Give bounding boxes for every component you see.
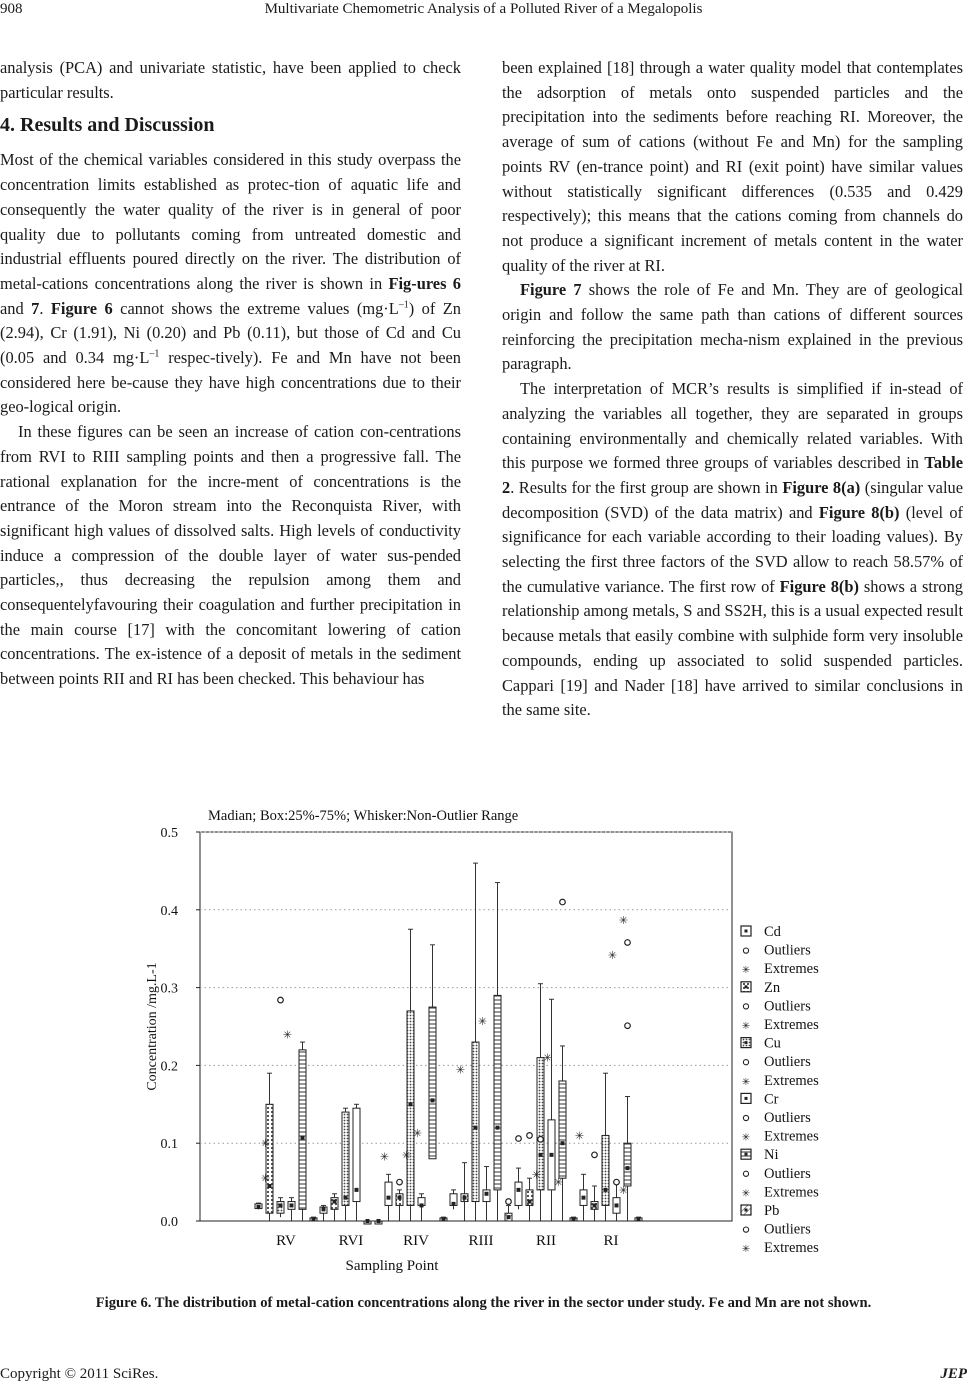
page-header	[0, 0, 967, 24]
text-run: (singular value decomposition (SVD) of the data matrix) and	[502, 477, 963, 522]
legend-marker-outlier	[743, 948, 748, 953]
running-title: Multivariate Chemometric Analysis of a Polluted River of a Megalopolis	[264, 1, 703, 17]
box-RI-Ni-box	[624, 1143, 631, 1186]
box-RV-Cr-extreme: ✳	[282, 1028, 293, 1042]
y-axis-title: Concentration /mg.L-1	[145, 962, 160, 1091]
journal-abbreviation: JEP	[940, 1366, 967, 1382]
box-RVI-Zn-median	[333, 1200, 337, 1204]
box-RV-Cr-median	[290, 1203, 294, 1207]
legend-marker-median-Ni	[745, 1153, 748, 1156]
box-RV-Ni-median	[301, 1136, 305, 1140]
text-run: shows a strong relationship among metals, S and SS2H, this is a usual expected result because metals that easily combine with sulphide form very insoluble compounds, ending up associated to solid suspended particles. Cappari [19] and Nader [18] have arrived to similar conclusions in the same site.	[502, 576, 963, 720]
box-RIV-Ni-median	[431, 1098, 435, 1102]
box-RI-Ni-outlier	[625, 1023, 631, 1029]
figure-reference[interactable]: Figure 7	[520, 280, 582, 300]
box-RII-Zn-median	[528, 1200, 532, 1204]
box-RI-Zn-outlier	[592, 1152, 598, 1158]
y-tick-label: 0.5	[160, 826, 178, 841]
legend-marker-median-Cu	[745, 1041, 748, 1044]
box-RIII-Zn-extreme: ✳	[455, 1063, 466, 1077]
box-RII-Ni-median	[561, 1141, 565, 1145]
legend-label: Extremes	[764, 1128, 819, 1145]
figure-reference[interactable]: 7	[31, 298, 40, 318]
box-RII-Ni-box	[559, 1081, 566, 1178]
box-RII-Cu-outlier	[538, 1137, 544, 1143]
box-RI-Cr-extreme: ✳	[607, 948, 618, 962]
legend-label: Outliers	[764, 1110, 811, 1126]
box-RII-Cd-median	[517, 1188, 521, 1192]
box-RVI-Cr-median	[355, 1188, 359, 1192]
text-run: The interpretation of MCR’s results is simplified if in-stead of analyzing the variables all together, they are separated in groups containing environmentally and chemically related variables. With this purpose we formed three groups of variables described in	[502, 379, 963, 473]
box-RV-Ni-box	[299, 1050, 306, 1209]
legend-marker-extreme: ✳	[741, 1188, 751, 1200]
y-tick-label: 0.2	[160, 1059, 178, 1075]
box-RII-Cr-median	[550, 1153, 554, 1157]
box-RIV-Cd-box	[385, 1182, 392, 1205]
chart-background	[142, 798, 834, 1284]
x-tick-label: RII	[536, 1233, 556, 1249]
legend-label: Outliers	[764, 1221, 811, 1238]
box-RI-Ni-extreme: ✳	[618, 913, 629, 927]
section-heading: 4. Results and Discussion	[0, 114, 215, 137]
box-RV-Zn-box	[266, 1104, 273, 1213]
y-tick-label: 0.3	[160, 981, 178, 997]
box-RI-Ni-median	[626, 1166, 630, 1170]
box-RI-Ni-outlier	[625, 940, 631, 946]
box-RI-Ni-extreme: ✳	[618, 1183, 629, 1197]
legend-label: Ni	[764, 1147, 779, 1164]
text-run: (level of significance for each variable according to their loading values). By selecting the first three factors of the SVD allow to reach 58.57% of the cumulative variance. The first row of	[502, 502, 963, 596]
box-RIII-Cu-median	[474, 1126, 478, 1130]
box-RII-Pb-median	[572, 1217, 576, 1221]
box-RVI-Cu-box	[342, 1112, 349, 1205]
figure-caption: Figure 6. The distribution of metal-cation concentrations along the river in the sector under study. Fe and Mn are not shown.	[95, 1295, 872, 1311]
paragraph-results-2: In these figures can be seen an increase of cation con-centrations from RVI to RIII sampling points and then a progressive fall. The rational explanation for the incre-ment of concentrations is the entrance of the Moron stream into the Reconquista River, with significant high values of dissolved salts. High levels of conductivity induce a compression of the double layer of water sus-pended particles,, thus decreasing the repulsion among them and consequentelyfavouring their coagulation and further precipitation in the main course [17] with the concomitant lowering of cation concentrations. The ex-istence of a deposit of metals in the sediment between points RII and RI has been checked. This behaviour has	[0, 422, 461, 689]
y-tick-label: 0.0	[160, 1215, 178, 1230]
legend-marker-outlier	[743, 1115, 748, 1120]
box-RIV-Cu-box	[407, 1011, 414, 1205]
legend-marker-extreme: ✳	[741, 1132, 751, 1144]
legend-marker-median-Cr	[745, 1097, 748, 1100]
legend-label: Outliers	[764, 1165, 811, 1182]
text-run: Most of the chemical variables considered in this study overpass the concentration limits established as protec-tion of aquatic life and consequently the water quality of the river is in general of poor quality due to pollutants coming from untreated domestic and industrial effluents poured directly on the river. The distribution of metal-cations concentrations along the river is shown in	[0, 150, 461, 293]
legend-label: Cd	[764, 924, 781, 940]
text-run: shows the role of Fe and Mn. They are of geological origin and follow the same path than cations of different sources reinforcing the precipitation mecha-nism explained in the previous paragraph.	[502, 280, 964, 374]
legend-label: Outliers	[764, 998, 811, 1015]
box-RI-Cu-box	[602, 1135, 609, 1205]
box-RVI-Cu-median	[344, 1196, 348, 1200]
legend-marker-extreme: ✳	[741, 1244, 751, 1256]
box-RII-Cd-outlier	[516, 1136, 522, 1142]
box-RIII-Cu-box	[472, 1042, 479, 1201]
chart-title: Madian; Box:25%-75%; Whisker:Non-Outlier Range	[208, 808, 519, 824]
boxplot-chart	[142, 798, 834, 1284]
box-RII-Ni-extreme: ✳	[553, 1176, 564, 1190]
legend-label: Extremes	[764, 1017, 819, 1033]
box-RV-Cu-median	[279, 1203, 283, 1207]
box-RIII-Ni-median	[496, 1126, 500, 1130]
box-RII-Cu-extreme: ✳	[531, 1168, 542, 1182]
legend-label: Outliers	[764, 1054, 811, 1071]
box-RI-Cd-extreme: ✳	[574, 1129, 585, 1143]
box-RV-Cu-outlier	[278, 997, 284, 1003]
x-tick-label: RI	[603, 1233, 619, 1249]
box-RII-Cr-extreme: ✳	[542, 1051, 553, 1065]
text-run: cannot shows the extreme values (mg·L	[112, 298, 399, 318]
x-tick-label: RVI	[338, 1233, 364, 1249]
right-column	[502, 56, 963, 723]
figure-reference[interactable]: Figure 6	[50, 298, 113, 318]
text-run: respec-tively). Fe and Mn have not been considered here be-cause they have high concentrations due to their geo-logical origin.	[0, 348, 461, 417]
box-RIII-Zn-median	[463, 1196, 467, 1200]
box-RII-Cd-box	[515, 1182, 522, 1205]
box-RI-Cr-median	[615, 1203, 619, 1207]
x-tick-label: RIV	[403, 1233, 429, 1249]
legend-marker-extreme: ✳	[741, 965, 751, 977]
table-reference[interactable]: Table 2	[502, 453, 963, 497]
legend-marker-median-Zn	[745, 985, 748, 988]
box-RI-Cu-median	[604, 1188, 608, 1192]
legend-marker-outlier	[743, 1227, 748, 1232]
legend-label: Zn	[764, 979, 781, 996]
legend-label: Outliers	[764, 942, 811, 959]
legend-marker-outlier	[743, 1171, 748, 1176]
page-number: 908	[0, 1, 23, 17]
box-RV-Cd-median	[257, 1205, 261, 1209]
x-tick-label: RV	[276, 1233, 296, 1249]
legend-marker-extreme: ✳	[741, 1076, 751, 1088]
paragraph-results-1	[0, 148, 461, 420]
y-tick-label: 0.1	[160, 1137, 178, 1153]
figure-reference[interactable]: Figure 8(b)	[779, 576, 859, 596]
box-RV-Zn-extreme: ✳	[260, 1172, 271, 1186]
y-tick-label: 0.4	[160, 903, 178, 919]
box-RIII-Pb-outlier	[506, 1199, 512, 1205]
copyright-notice: Copyright © 2011 SciRes.	[0, 1366, 159, 1382]
box-RII-Cu-median	[539, 1153, 543, 1157]
box-RIV-Cr-extreme: ✳	[412, 1127, 423, 1141]
legend-label: Extremes	[764, 1184, 819, 1201]
legend-label: Extremes	[764, 1072, 819, 1089]
box-RIV-Zn-outlier	[397, 1179, 403, 1185]
box-RIV-Pb-median	[442, 1217, 446, 1221]
box-RIV-Ni-box	[429, 1007, 436, 1159]
box-RVI-Cr-box	[353, 1108, 360, 1201]
legend-marker-extreme: ✳	[741, 1021, 751, 1032]
legend-marker-outlier	[743, 1004, 748, 1009]
box-RIII-Ni-box	[494, 995, 501, 1190]
legend-marker-median-Pb	[745, 1209, 748, 1212]
box-RIV-Zn-median	[398, 1196, 402, 1200]
legend-marker-median-Cd	[745, 930, 748, 933]
box-RI-Pb-median	[637, 1217, 641, 1221]
figure-6	[142, 798, 834, 1284]
superscript: –1	[398, 299, 409, 311]
legend-marker-outlier	[743, 1060, 748, 1065]
box-RIII-Cr-extreme: ✳	[477, 1015, 488, 1029]
box-RIII-Cr-median	[485, 1192, 489, 1196]
paragraph-continued: been explained [18] through a water quality model that contemplates the adsorption of metals onto suspended particles and the precipitation into the sediments before reaching RI. Moreover, the average of sum of cations (without Fe and Mn) for the sampling points RV (en-trance point) and RI (exit point) have similar values without statistically significant differences (0.535 and 0.429 respectively); this means that the cations coming from channels do not produce a significant increment of metals content in the water quality of the river at RI.	[502, 58, 963, 275]
paragraph-figure7	[502, 278, 963, 377]
left-column	[0, 56, 461, 692]
text-run: and	[0, 298, 32, 318]
box-RV-Zn-extreme: ✳	[260, 1137, 271, 1151]
figure-reference[interactable]: Fig-ures 6	[388, 273, 461, 293]
box-RVI-Pb-median	[377, 1219, 381, 1223]
box-RIII-Cd-median	[452, 1202, 456, 1206]
box-RII-Zn-outlier	[527, 1133, 533, 1139]
paragraph-continued: analysis (PCA) and univariate statistic, have been applied to check particular results.	[0, 58, 461, 102]
figure-reference[interactable]: Figure 8(a)	[782, 477, 861, 497]
box-RI-Zn-median	[593, 1203, 597, 1207]
box-RVI-Ni-median	[366, 1219, 370, 1223]
text-run: . Results for the first group are shown in	[510, 477, 783, 497]
box-RVI-Cd-median	[322, 1207, 326, 1211]
box-RIV-Cd-extreme: ✳	[379, 1150, 390, 1164]
legend-label: Extremes	[764, 1240, 819, 1257]
box-RI-Cd-median	[582, 1196, 586, 1200]
figure-reference[interactable]: Figure 8(b)	[818, 502, 900, 522]
box-RIV-Cd-median	[387, 1196, 391, 1200]
x-tick-label: RIII	[468, 1233, 494, 1249]
legend-label: Extremes	[764, 961, 819, 978]
text-run: .	[39, 298, 51, 318]
box-RII-Ni-outlier	[560, 899, 566, 905]
superscript: –1	[149, 348, 160, 360]
text-run: ) of Zn (2.94), Cr (1.91), Ni (0.20) and Pb (0.11), but those of Cd and Cu (0.05 and 0.34 mg·L	[0, 298, 462, 368]
box-RIII-Pb-median	[507, 1215, 511, 1219]
box-RV-Pb-median	[312, 1217, 316, 1221]
legend-label: Pb	[764, 1203, 780, 1219]
x-axis-title: Sampling Point	[345, 1258, 439, 1274]
paragraph-mcr	[502, 377, 963, 723]
box-RIV-Cu-extreme: ✳	[401, 1148, 412, 1162]
box-RIV-Cr-median	[420, 1203, 424, 1207]
legend-label: Cr	[764, 1091, 779, 1108]
legend-label: Cu	[764, 1035, 781, 1052]
box-RIV-Cu-median	[409, 1102, 413, 1106]
